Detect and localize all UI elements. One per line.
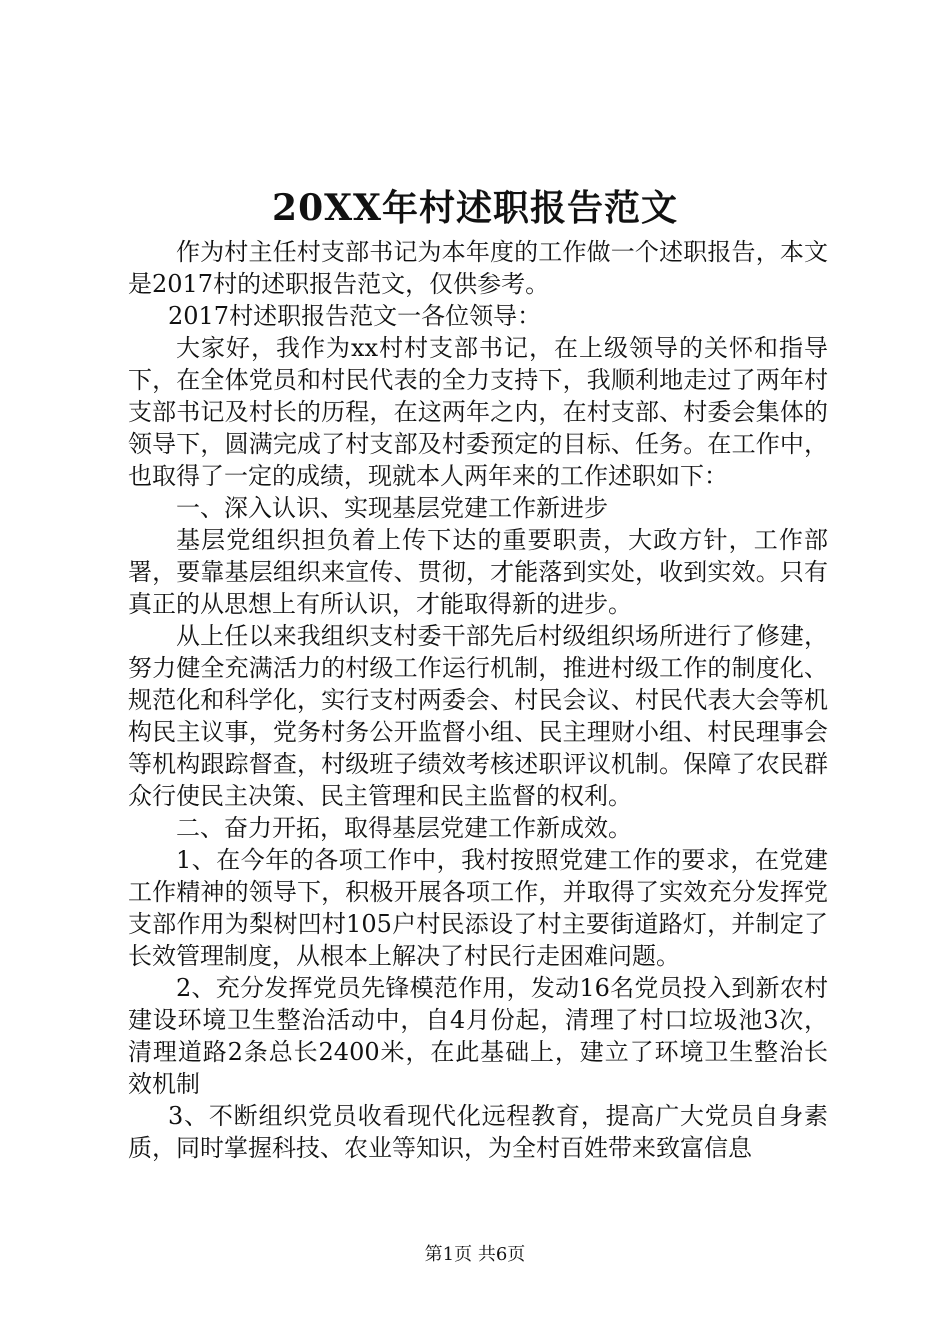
document-body: [128, 236, 828, 1164]
page-footer: 第1页 共6页: [424, 1244, 526, 1265]
paragraph-salutation: 2017村述职报告范文一各位领导：: [168, 302, 542, 330]
paragraph-item-1: 1、在今年的各项工作中，我村按照党建工作的要求，在党建工作精神的领导下，积极开展各项工作，并取得了实效充分发挥党支部作用为梨树凹村105户村民添设了村主要街道路灯，并制定了长效管理制度，从根本上解决了村民行走困难问题。: [128, 846, 828, 970]
paragraph-section-1-a: 基层党组织担负着上传下达的重要职责，大政方针，工作部署，要靠基层组织来宣传、贯彻，才能落到实处，收到实效。只有真正的从思想上有所认识，才能取得新的进步。: [128, 526, 828, 618]
paragraph-greeting: 大家好，我作为xx村村支部书记，在上级领导的关怀和指导下，在全体党员和村民代表的全力支持下，我顺利地走过了两年村支部书记及村长的历程，在这两年之内，在村支部、村委会集体的领导下，圆满完成了村支部及村委预定的目标、任务。在工作中，也取得了一定的成绩，现就本人两年来的工作述职如下：: [128, 334, 828, 490]
paragraph-item-2: 2、充分发挥党员先锋模范作用，发动16名党员投入到新农村建设环境卫生整治活动中，自4月份起，清理了村口垃圾池3次，清理道路2条总长2400米，在此基础上，建立了环境卫生整治长效机制: [128, 974, 828, 1098]
document-title: 20XX年村述职报告范文: [272, 187, 678, 229]
section-heading-2: 二、奋力开拓，取得基层党建工作新成效。: [176, 814, 632, 842]
paragraph-section-1-b: 从上任以来我组织支村委干部先后村级组织场所进行了修建，努力健全充满活力的村级工作运行机制，推进村级工作的制度化、规范化和科学化，实行支村两委会、村民会议、村民代表大会等机构民主议事，党务村务公开监督小组、民主理财小组、村民理事会等机构跟踪督查，村级班子绩效考核述职评议机制。保障了农民群众行使民主决策、民主管理和民主监督的权利。: [128, 622, 828, 810]
section-heading-1: 一、深入认识、实现基层党建工作新进步: [176, 494, 608, 522]
paragraph-intro: 作为村主任村支部书记为本年度的工作做一个述职报告，本文是2017村的述职报告范文，仅供参考。: [128, 238, 828, 298]
paragraph-item-3: 3、不断组织党员收看现代化远程教育，提高广大党员自身素质，同时掌握科技、农业等知识，为全村百姓带来致富信息: [128, 1102, 828, 1162]
